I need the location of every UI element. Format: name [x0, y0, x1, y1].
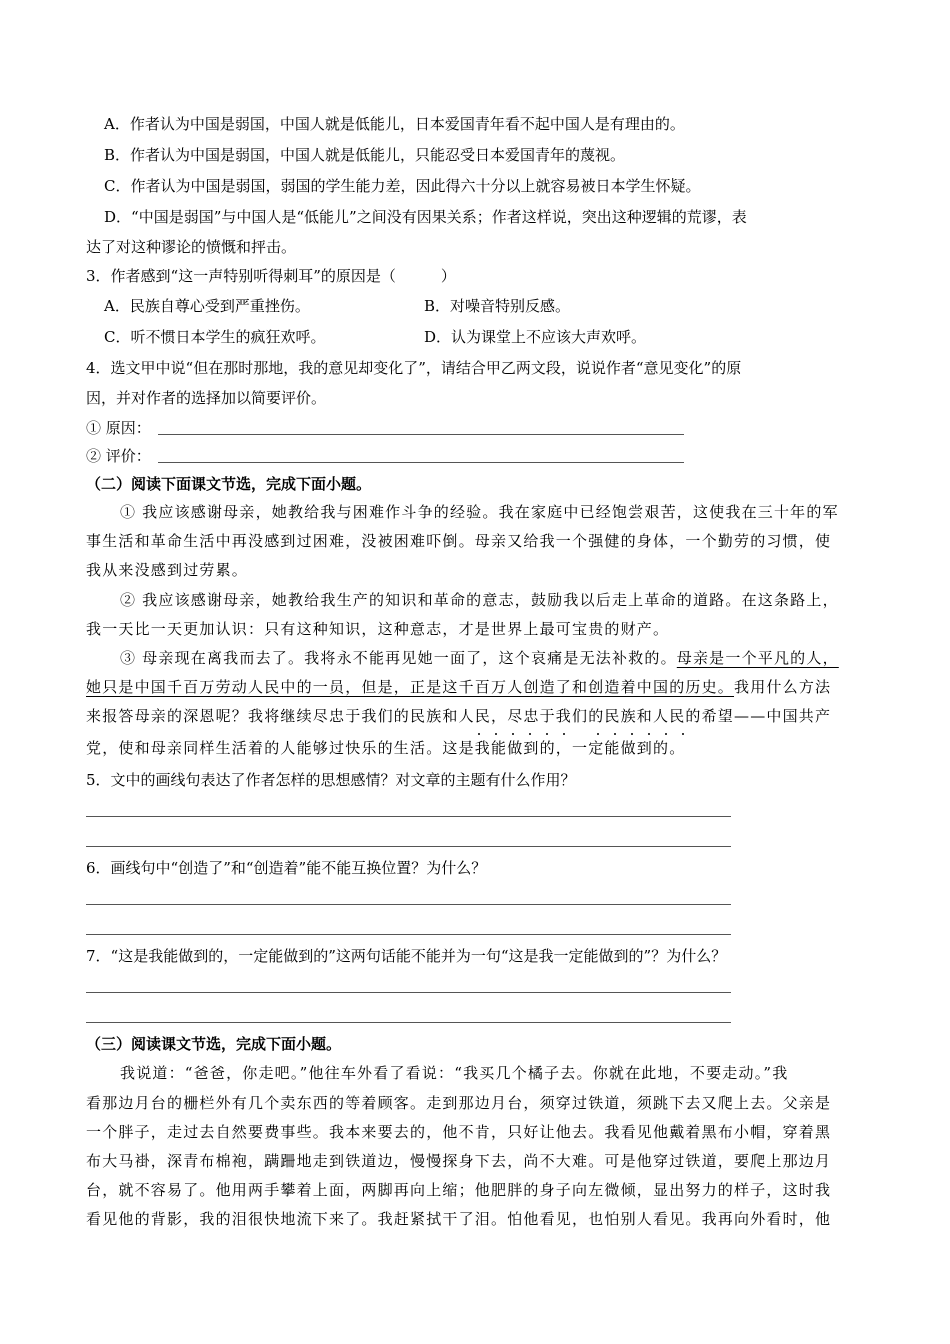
section2-p3-line2-plain: 我用什么方法: [734, 678, 832, 696]
q4-reason-answer-line[interactable]: [158, 434, 684, 435]
section2-p3-line1-plain: ③ 母亲现在离我而去了。我将永不能再见她一面了，这个哀痛是无法补救的。: [120, 649, 677, 667]
underlined-sentence-part1: 母亲是一个平凡的人，: [676, 649, 839, 667]
section2-heading: （二）阅读下面课文节选，完成下面小题。: [86, 475, 372, 493]
section2-p1-line3: 我从来没感到过劳累。: [86, 561, 249, 579]
section3-line1: 我说道：“爸爸，你走吧。”他往车外看了看说：“我买几个橘子去。你就在此地，不要走动。”我: [120, 1064, 789, 1082]
section2-p3-line1: [120, 648, 839, 668]
q4-stem-line1: 4．选文甲中说“但在那时那地，我的意见却变化了”，请结合甲乙两文段，说说作者“意见变化”的原: [86, 359, 742, 377]
q5-answer-line-1[interactable]: [86, 816, 731, 817]
q3-option-b: B．对噪音特别反感。: [424, 297, 571, 315]
section3-line2: 看那边月台的栅栏外有几个卖东西的等着顾客。走到那边月台，须穿过铁道，须跳下去又爬上去。父亲是: [86, 1094, 832, 1112]
section3-line6: 看见他的背影，我的泪很快地流下来了。我赶紧拭干了泪。怕他看见，也怕别人看见。我再向外看时，他: [86, 1210, 832, 1228]
q3-stem: 3．作者感到“这一声特别听得刺耳”的原因是（ ）: [86, 267, 456, 285]
q6-stem: 6．画线句中“创造了”和“创造着”能不能互换位置？为什么？: [86, 859, 487, 877]
q4-reason-label: ① 原因：: [86, 419, 151, 437]
section2-p3-line2: [86, 677, 831, 697]
q2-option-d-line1: D．“中国是弱国”与中国人是“低能儿”之间没有因果关系；作者这样说，突出这种逻辑的荒谬，表: [104, 208, 747, 226]
section3-line4: 布大马褂，深青布棉袍，蹒跚地走到铁道边，慢慢探身下去，尚不大难。可是他穿过铁道，要爬上那边月: [86, 1152, 832, 1170]
underlined-sentence-part2: 她只是中国千百万劳动人民中的一员，但是，正是这千百万人创造了和创造着中国的历史。: [86, 678, 735, 696]
section3-line3: 一个胖子，走过去自然要费事些。我本来要去的，他不肯，只好让他去。我看见他戴着黑布小帽，穿着黑: [86, 1123, 832, 1141]
section3-heading: （三）阅读课文节选，完成下面小题。: [86, 1035, 342, 1053]
q2-option-c: C．作者认为中国是弱国，弱国的学生能力差，因此得六十分以上就容易被日本学生怀疑。: [104, 177, 701, 195]
q4-evaluation-answer-line[interactable]: [158, 462, 684, 463]
q5-answer-line-2[interactable]: [86, 846, 731, 847]
section2-p1-line1: ① 我应该感谢母亲，她教给我与困难作斗争的经验。我在家庭中已经饱尝艰苦，这使我在三十年的军: [120, 503, 839, 521]
q3-option-c: C．听不惯日本学生的疯狂欢呼。: [104, 328, 326, 346]
q2-option-a: A．作者认为中国是弱国，中国人就是低能儿，日本爱国青年看不起中国人是有理由的。: [104, 115, 685, 133]
section2-p2-line1: ② 我应该感谢母亲，她教给我生产的知识和革命的意志，鼓励我以后走上革命的道路。在这条路上，: [120, 591, 839, 609]
q3-option-d: D．认为课堂上不应该大声欢呼。: [424, 328, 647, 346]
section2-p2-line2: 我一天比一天更加认识：只有这种知识，这种意志，才是世界上最可宝贵的财产。: [86, 620, 670, 638]
q7-answer-line-2[interactable]: [86, 1022, 731, 1023]
q7-answer-line-1[interactable]: [86, 992, 731, 993]
q3-option-a: A．民族自尊心受到严重挫伤。: [104, 297, 310, 315]
section3-line5: 台，就不容易了。他用两手攀着上面，两脚再向上缩；他肥胖的身子向左微倾，显出努力的样子，这时我: [86, 1181, 832, 1199]
q6-answer-line-2[interactable]: [86, 934, 731, 935]
section2-p3-line4: 党，使和母亲同样生活着的人能够过快乐的生活。这是我能做到的，一定能做到的。: [86, 739, 686, 757]
q2-option-b: B．作者认为中国是弱国，中国人就是低能儿，只能忍受日本爱国青年的蔑视。: [104, 146, 626, 164]
q7-stem: 7．“这是我能做到的，一定能做到的”这两句话能不能并为一句“这是我一定能做到的”？为什么？: [86, 947, 727, 965]
section2-p1-line2: 事生活和革命生活中再没感到过困难，没被困难吓倒。母亲又给我一个强健的身体，一个勤劳的习惯，使: [86, 532, 832, 550]
q4-stem-line2: 因，并对作者的选择加以简要评价。: [86, 389, 327, 407]
section2-p3-line3: 来报答母亲的深恩呢？我将继续尽忠于我们的民族和人民，尽忠于我们的民族和人民的希望——中国共产: [86, 707, 832, 725]
q4-evaluation-label: ② 评价：: [86, 447, 151, 465]
q2-option-d-line2: 达了对这种谬论的愤慨和抨击。: [86, 238, 297, 256]
q6-answer-line-1[interactable]: [86, 904, 731, 905]
q5-stem: 5．文中的画线句表达了作者怎样的思想感情？对文章的主题有什么作用？: [86, 771, 576, 789]
